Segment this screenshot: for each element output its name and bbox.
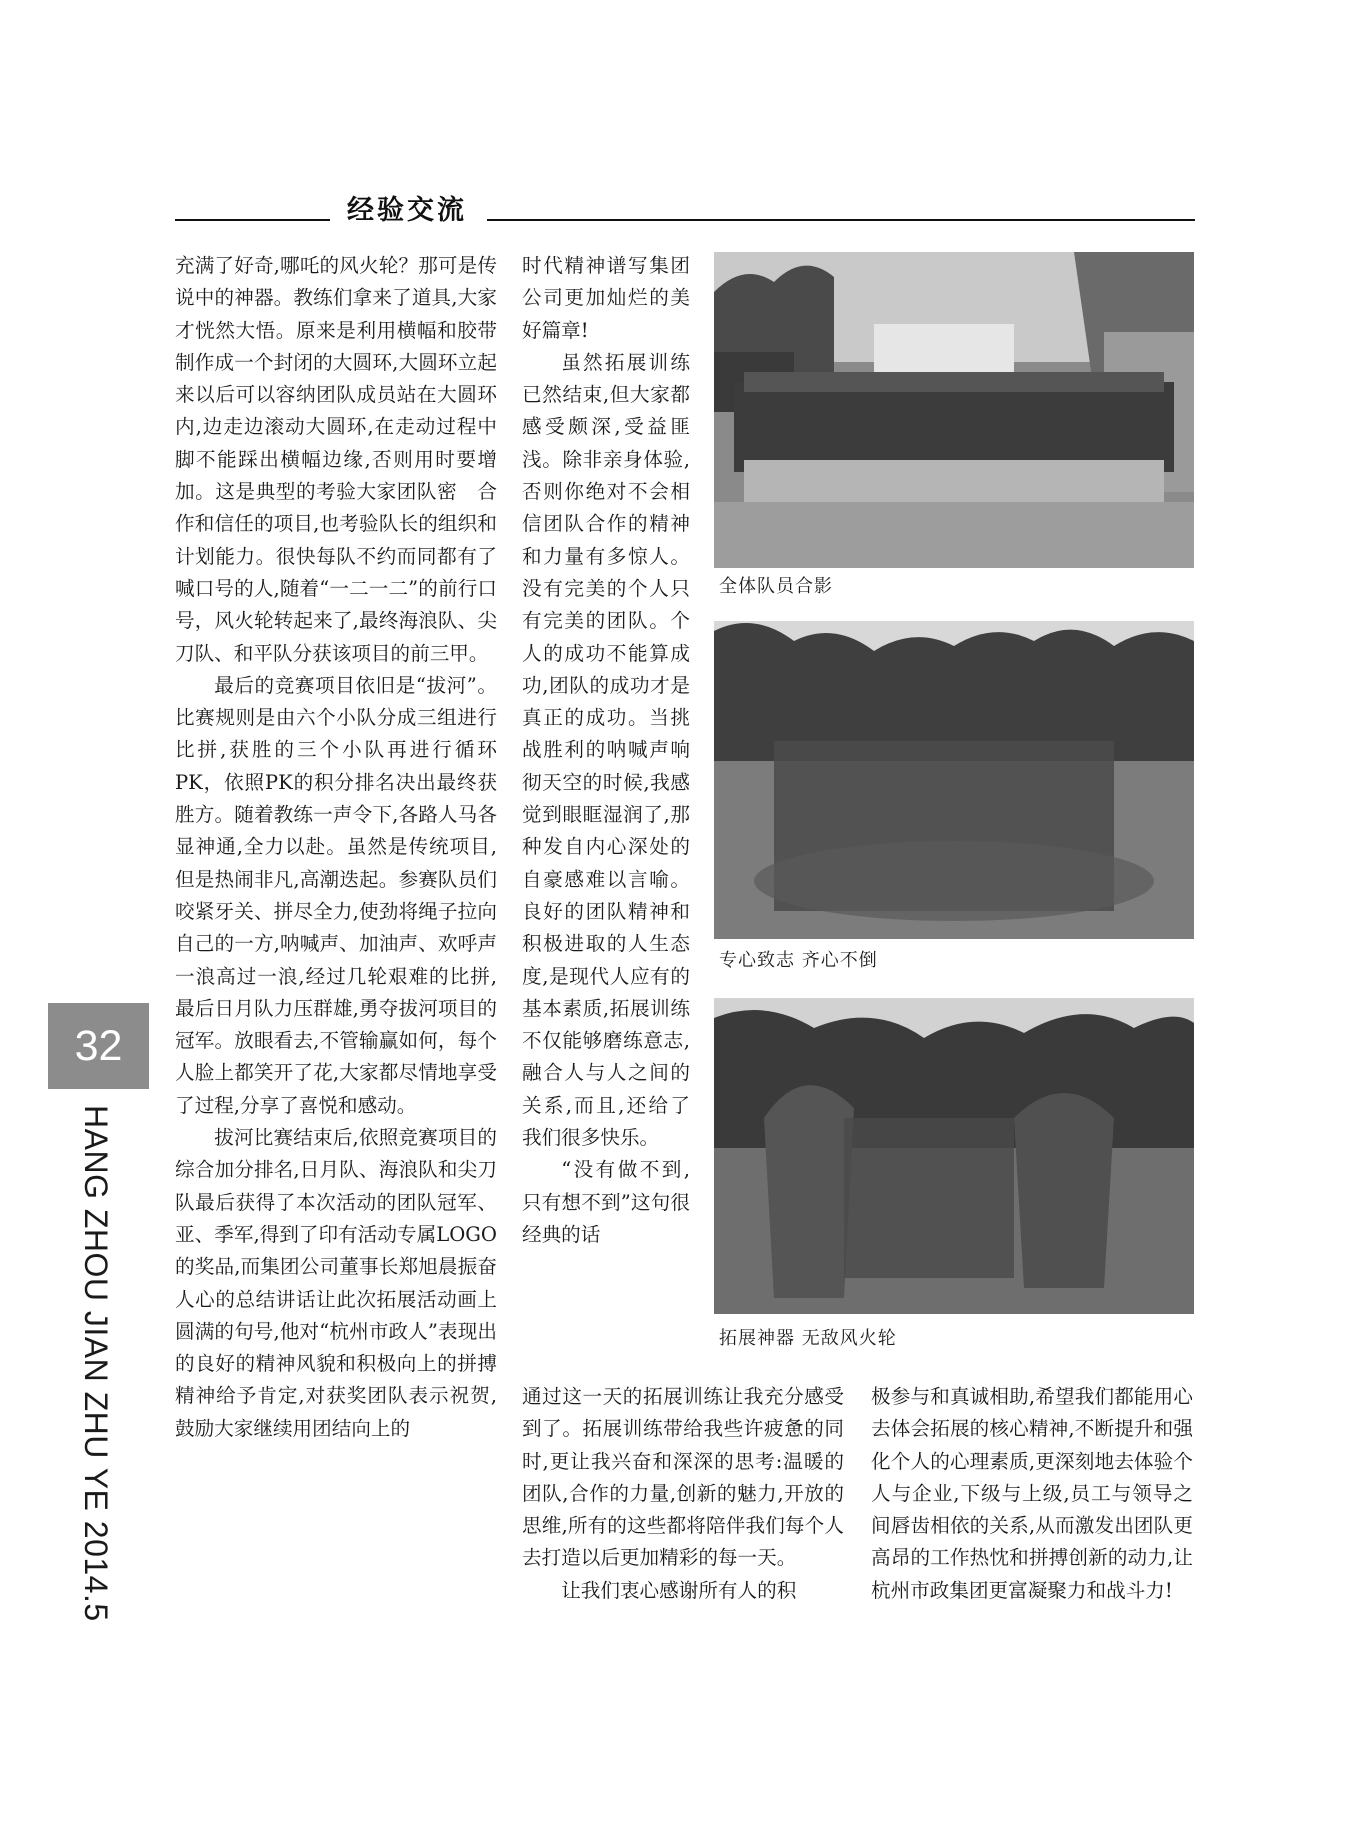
section-header	[175, 180, 1195, 230]
paragraph: 拔河比赛结束后,依照竞赛项目的综合加分排名,日月队、海浪队和尖刀队最后获得了本次活动的团队冠军、亚、季军,得到了印有活动专属LOGO的奖品,而集团公司董事长郑旭晨振奋人心的总结讲话让此次拓展活动画上圆满的句号,他对“杭州市政人”表现出的良好的精神风貌和积极向上的拼搏精神给予肯定,对获奖团队表示祝贺,鼓励大家继续用团结向上的	[175, 1126, 497, 1440]
paragraph: 极参与和真诚相助,希望我们都能用心去体会拓展的核心精神,不断提升和强化个人的心理素质,更深刻地去体验个人与企业,下级与上级,员工与领导之间唇齿相依的关系,从而激发出团队更高昂的工作热忱和拼搏创新的动力,让杭州市政集团更富凝聚力和战斗力!	[871, 1385, 1193, 1602]
photo-caption-1: 全体队员合影	[719, 576, 833, 597]
section-title: 经验交流	[347, 195, 467, 226]
page-number: 32	[48, 1003, 149, 1089]
fire-wheel-photo	[714, 998, 1194, 1314]
article-column-1	[175, 250, 497, 1445]
article-column-3	[522, 1381, 844, 1607]
article-column-4	[871, 1381, 1193, 1607]
paragraph: “没有做不到,只有想不到”这句很经典的话	[522, 1158, 690, 1246]
paragraph: 虽然拓展训练已然结束,但大家都感受颇深,受益匪浅。除非亲身体验,否则你绝对不会相信团队合作的精神和力量有多惊人。没有完美的个人只有完美的团队。个人的成功不能算成功,团队的成功才是真正的成功。当挑战胜利的呐喊声响彻天空的时候,我感觉到眼眶湿润了,那种发自内心深处的自豪感难以言喻。良好的团队精神和积极进取的人生态度,是现代人应有的基本素质,拓展训练不仅能够磨练意志,融合人与人之间的关系,而且,还给了我们很多快乐。	[522, 350, 690, 1150]
article-column-2	[522, 250, 690, 1251]
paragraph: 通过这一天的拓展训练让我充分感受到了。拓展训练带给我些许疲惫的同时,更让我兴奋和深深的思考:温暖的团队,合作的力量,创新的魅力,开放的思维,所有的这些都将陪伴我们每个人去打造以后更加精彩的每一天。	[522, 1385, 844, 1570]
photo-caption-3: 拓展神器 无敌风火轮	[719, 1328, 897, 1349]
group-photo	[714, 252, 1194, 568]
paragraph: 时代精神谱写集团公司更加灿烂的美好篇章!	[522, 254, 690, 342]
team-activity-photo	[714, 621, 1194, 939]
header-rule-left	[175, 219, 330, 221]
header-rule-right	[487, 219, 1195, 221]
photo-caption-2: 专心致志 齐心不倒	[719, 950, 878, 971]
paragraph: 最后的竞赛项目依旧是“拔河”。比赛规则是由六个小队分成三组进行比拼,获胜的三个小队再进行循环PK，依照PK的积分排名决出最终获胜方。随着教练一声令下,各路人马各显神通,全力以赴。虽然是传统项目,但是热闹非凡,高潮迭起。参赛队员们咬紧牙关、拼尽全力,使劲将绳子拉向自己的一方,呐喊声、加油声、欢呼声一浪高过一浪,经过几轮艰难的比拼,最后日月队力压群雄,勇夺拔河项目的冠军。放眼看去,不管输赢如何，每个人脸上都笑开了花,大家都尽情地享受了过程,分享了喜悦和感动。	[175, 673, 497, 1117]
paragraph: 让我们衷心感谢所有人的积	[561, 1578, 797, 1602]
paragraph: 充满了好奇,哪吒的风火轮？那可是传说中的神器。教练们拿来了道具,大家才恍然大悟。原来是利用横幅和胶带制作成一个封闭的大圆环,大圆环立起来以后可以容纳团队成员站在大圆环内,边走边滚动大圆环,在走动过程中脚不能踩出横幅边缘,否则用时要增加。这是典型的考验大家团队密 合作和信任的项目,也考验队长的组织和计划能力。很快每队不约而同都有了喊口号的人,随着“一二一二”的前行口号，风火轮转起来了,最终海浪队、尖刀队、和平队分获该项目的前三甲。	[175, 254, 497, 665]
running-title: HANG ZHOU JIAN ZHU YE 2014.5	[78, 1105, 114, 1622]
